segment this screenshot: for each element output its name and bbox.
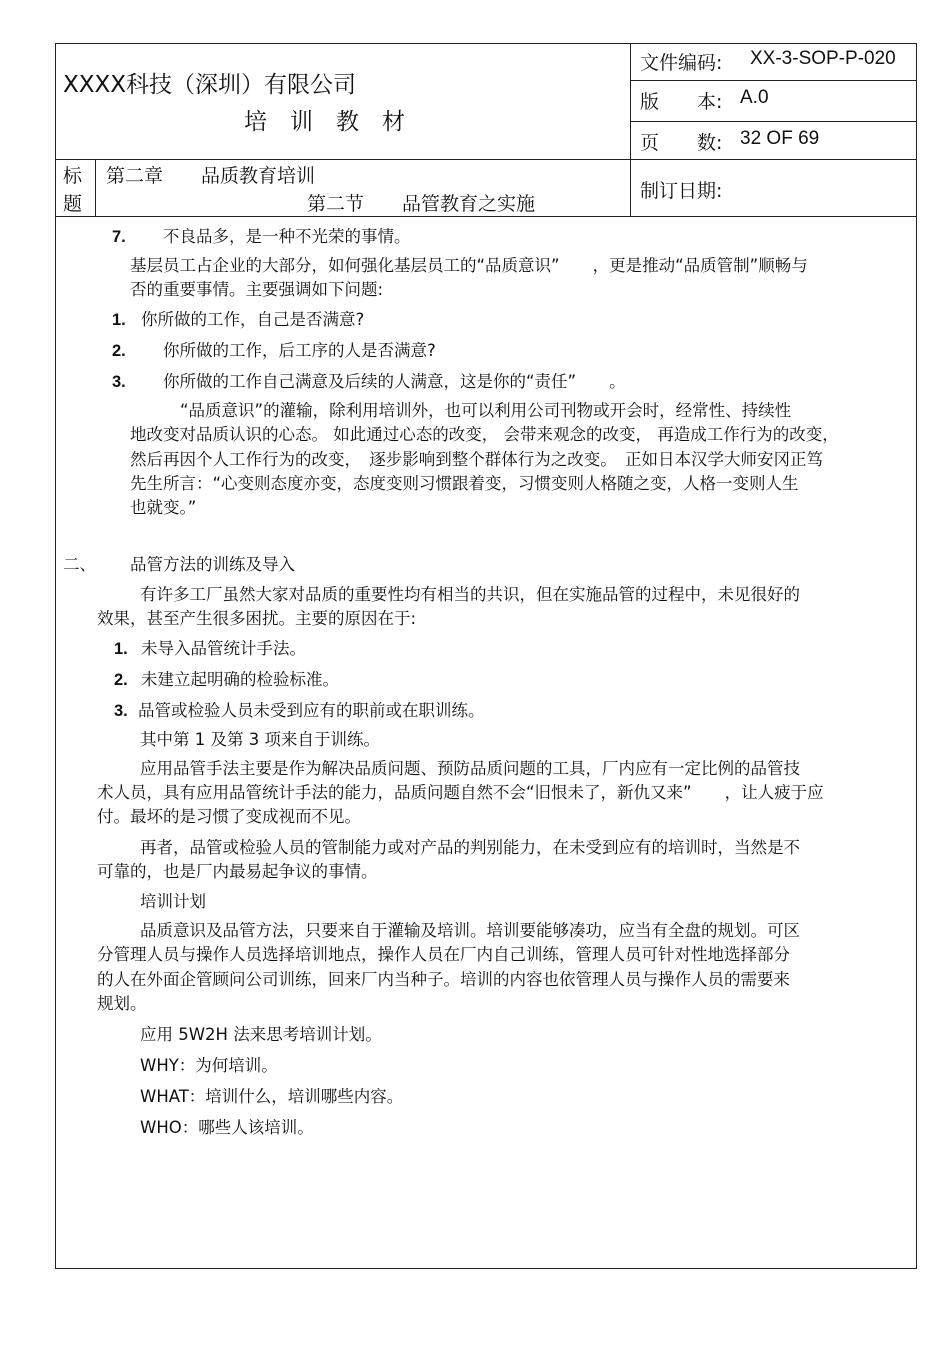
paragraph-5-line-3: 付。最坏的是习惯了变成视而不见。	[97, 807, 361, 826]
paragraph-7-line-1: 品质意识及品管方法，只要来自于灌输及培训。培训要能够凑功，应当有全盘的规划。可区	[140, 921, 800, 940]
question-1-number: 1.	[112, 311, 126, 329]
paragraph-6-line-2: 可靠的，也是厂内最易起争议的事情。	[97, 862, 378, 881]
header-divider	[55, 159, 917, 160]
item-7-number: 7.	[112, 228, 126, 246]
reason-1-text: 未导入品管统计手法。	[141, 639, 306, 658]
paragraph-2-line-5: 也就变。”	[130, 498, 197, 517]
reason-3-text: 品管或检验人员未受到应有的职前或在职训练。	[138, 701, 485, 720]
training-plan-heading: 培训计划	[140, 892, 206, 911]
question-3-number: 3.	[112, 373, 126, 391]
question-2-number: 2.	[112, 342, 126, 360]
paragraph-6-line-1: 再者，品管或检验人员的管制能力或对产品的判别能力，在未受到应有的培训时，当然是不	[140, 838, 800, 857]
reason-2-text: 未建立起明确的检验标准。	[141, 670, 339, 689]
paragraph-5-line-2: 术人员，具有应用品管统计手法的能力，品质问题自然不会“旧恨未了，新仇又来” ，让人疲于应	[97, 783, 824, 802]
company-name: XXXX科技（深圳）有限公司	[63, 72, 357, 98]
paragraph-3-line-1: 有许多工厂虽然大家对品质的重要性均有相当的共识，但在实施品管的过程中，未见很好的	[140, 585, 800, 604]
paragraph-2-line-2: 地改变对品质认识的心态。 如此通过心态的改变， 会带来观念的改变， 再造成工作行为的改变，	[130, 425, 839, 444]
paragraph-4: 其中第 1 及第 3 项来自于训练。	[140, 730, 380, 749]
version-value: A.0	[740, 87, 769, 108]
what-line: WHAT：培训什么，培训哪些内容。	[140, 1087, 404, 1106]
section-2-number: 二、	[63, 555, 96, 574]
paragraph-7-line-2: 分管理人员与操作人员选择培训地点，操作人员在厂内自己训练，管理人员可针对性地选择部分	[97, 945, 790, 964]
question-3-text: 你所做的工作自己满意及后续的人满意，这是你的“责任” 。	[163, 372, 626, 391]
item-7-text: 不良品多，是一种不光荣的事情。	[163, 227, 411, 246]
version-label: 版 本:	[640, 91, 723, 113]
section-title: 第二节 品管教育之实施	[307, 193, 536, 215]
paragraph-7-line-3: 的人在外面企管顾问公司训练，回来厂内当种子。培训的内容也依管理人员与操作人员的需要来	[97, 970, 790, 989]
question-2-text: 你所做的工作，后工序的人是否满意?	[163, 341, 436, 360]
paragraph-2-line-1: “品质意识”的灌输，除利用培训外，也可以利用公司刊物或开会时，经常性、持续性	[180, 401, 792, 420]
revision-date-label: 制订日期:	[640, 180, 723, 202]
reason-1-number: 1.	[114, 640, 128, 658]
code-label: 文件编码:	[640, 52, 723, 74]
paragraph-7-line-4: 规划。	[97, 994, 147, 1013]
paragraph-3-line-2: 效果，甚至产生很多困扰。主要的原因在于:	[97, 609, 417, 628]
question-1-text: 你所做的工作，自己是否满意?	[141, 310, 365, 329]
paragraph-1-line-2: 否的重要事情。主要强调如下问题:	[130, 280, 384, 299]
meta-column-divider	[630, 43, 631, 216]
paragraph-5-line-1: 应用品管手法主要是作为解决品质问题、预防品质问题的工具，厂内应有一定比例的品管技	[140, 759, 800, 778]
meta-row-divider-2	[630, 121, 917, 122]
reason-2-number: 2.	[114, 671, 128, 689]
title-label-top: 标	[63, 165, 83, 187]
page-value: 32 OF 69	[740, 128, 820, 149]
paragraph-1-line-1: 基层员工占企业的大部分，如何强化基层员工的“品质意识” ，更是推动“品质管制”顺畅与	[130, 256, 808, 275]
who-line: WHO：哪些人该培训。	[140, 1118, 314, 1137]
code-value: XX-3-SOP-P-020	[750, 48, 896, 69]
reason-3-number: 3.	[114, 702, 128, 720]
paragraph-8: 应用 5W2H 法来思考培训计划。	[140, 1025, 382, 1044]
why-line: WHY：为何培训。	[140, 1056, 278, 1075]
title-label-bottom: 题	[63, 193, 83, 215]
page-label: 页 数:	[640, 132, 723, 154]
title-label-divider	[95, 159, 96, 216]
document-type: 培 训 教 材	[244, 109, 405, 135]
meta-row-divider-1	[630, 80, 917, 81]
paragraph-2-line-3: 然后再因个人工作行为的改变， 逐步影响到整个群体行为之改变。 正如日本汉学大师安冈正笃	[130, 450, 823, 469]
title-divider	[55, 216, 917, 217]
paragraph-2-line-4: 先生所言：“心变则态度亦变，态度变则习惯跟着变，习惯变则人格随之变，人格一变则人生	[130, 474, 799, 493]
chapter-title: 第二章 品质教育培训	[106, 165, 316, 187]
section-2-heading: 品管方法的训练及导入	[130, 555, 295, 574]
